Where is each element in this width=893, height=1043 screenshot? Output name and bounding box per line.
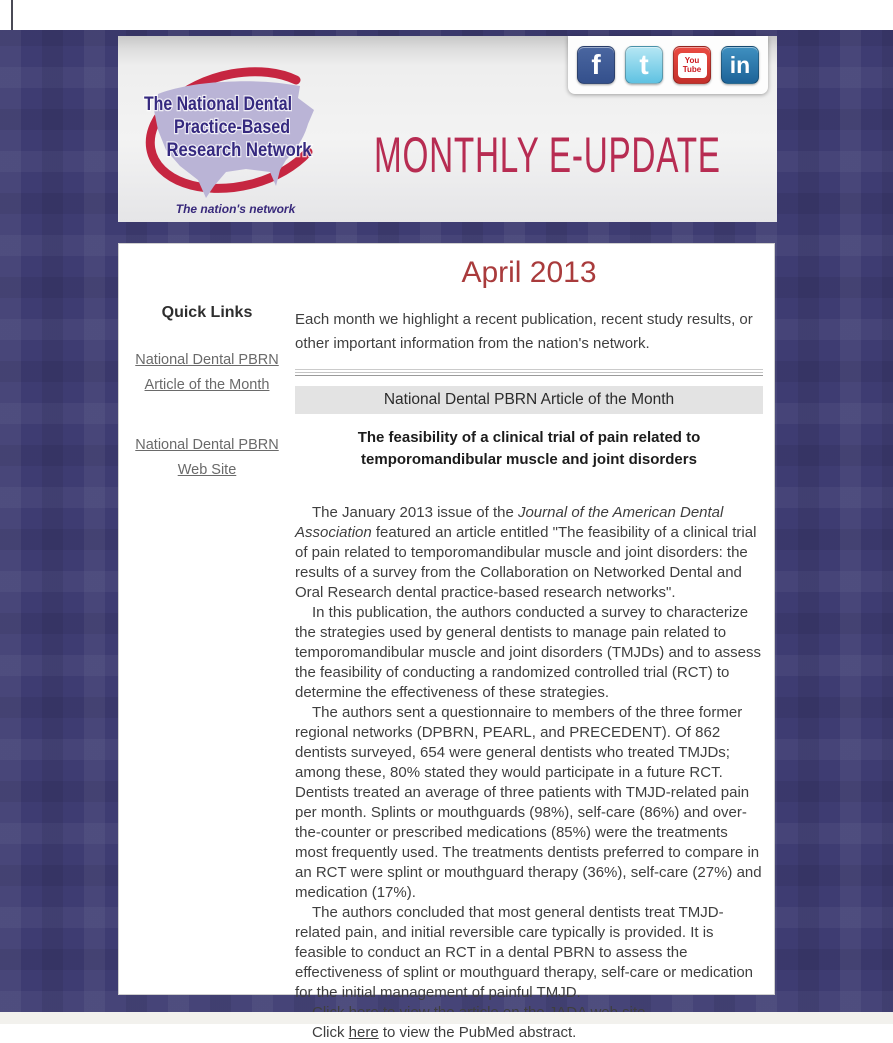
youtube-label-top: You [684, 56, 700, 65]
bottom-strip [0, 1012, 893, 1024]
quick-links-heading: Quick Links [161, 304, 253, 321]
youtube-label-bottom: Tube [682, 65, 702, 74]
article-paragraph-4: The authors concluded that most general dentists treat TMJD-related pain, and initial reversible care typically is provided. It is feasible to conduct an RCT in a dental PBRN to assess the effectiveness of splint or mouthguard therapy, self-care or medication for the initial management of painful TMJD. [295, 903, 754, 1001]
facebook-icon[interactable]: f [577, 46, 615, 84]
pubmed-link-line [295, 1023, 763, 1043]
youtube-icon-label [678, 53, 707, 78]
issue-date-heading: April 2013 [461, 256, 597, 289]
pubmed-abstract-link[interactable]: here [348, 1023, 379, 1041]
section-header: National Dental PBRN Article of the Month [295, 386, 763, 414]
linkedin-icon[interactable]: in [721, 46, 759, 84]
newsletter-body-card [118, 243, 775, 1041]
intro-text: Each month we highlight a recent publication, recent study results, or other important information from the nation's network. [295, 311, 753, 352]
article-paragraph-3: The authors sent a questionnaire to members of the three former regional networks (DPBRN, PEARL, and PRECEDENT). Of 862 dentists surveyed, 654 were general dentists who treated TMJDs; among these, 80% stated they would participate in a future RCT. Dentists treated an average of three patients with TMJD-related pain per month. Splints or mouthguards (98%), self-care (86%) and over-the-counter or prescribed medications (85%) were the treatments most frequently used. The treatments dentists preferred to compare in an RCT were splint or mouthguard therapy (36%), self-care (27%) and medication (17%). [295, 703, 762, 901]
paragraph-1-post: featured an article entitled "The feasibility of a clinical trial of pain related to temporomandibular muscle and joint disorders: the results of a survey from the Collaboration on Networked Dental and Oral Research dental practice-based research networks". [295, 523, 757, 601]
article-title: The feasibility of a clinical trial of pain related to temporomandibular muscle and joint disorders [357, 429, 701, 468]
journal-name: Journal of the American Dental Association [295, 503, 724, 541]
separator-rule-top [295, 369, 763, 373]
quick-links-sidebar [127, 254, 287, 1043]
logo-line2: Practice-Based [174, 117, 290, 138]
social-links-bar [568, 36, 768, 94]
youtube-icon[interactable] [673, 46, 711, 84]
article-paragraph-1 [295, 503, 763, 603]
logo-line1: The National Dental [144, 94, 292, 115]
network-logo [128, 52, 343, 216]
separator-rule-bottom [295, 375, 763, 376]
twitter-icon[interactable]: t [625, 46, 663, 84]
page-background [0, 30, 893, 1041]
main-column [287, 254, 768, 1043]
pubmed-link-prefix: Click [312, 1023, 349, 1041]
page-border-line [11, 0, 13, 30]
logo-graphic [128, 52, 343, 202]
top-strip [0, 0, 893, 30]
newsletter-title: MONTHLY E-UPDATE [374, 126, 721, 184]
paragraph-1-pre: The January 2013 issue of the [312, 503, 518, 521]
logo-line3: Research Network [166, 140, 312, 161]
logo-tagline: The nation's network [175, 202, 296, 216]
quick-link-article-of-the-month[interactable]: National Dental PBRN Article of the Month [135, 352, 279, 394]
quick-link-web-site[interactable]: National Dental PBRN Web Site [135, 436, 279, 479]
pubmed-link-suffix: to view the PubMed abstract. [378, 1023, 577, 1041]
content-columns [119, 244, 774, 1043]
newsletter-header [118, 36, 777, 222]
article-paragraph-2: In this publication, the authors conducted a survey to characterize the strategies used by general dentists to manage pain related to temporomandibular muscle and joint disorders (TMJDs) and to assess the feasibility of conducting a randomized controlled trial (RCT) to determine the effectiveness of these strategies. [295, 603, 762, 701]
